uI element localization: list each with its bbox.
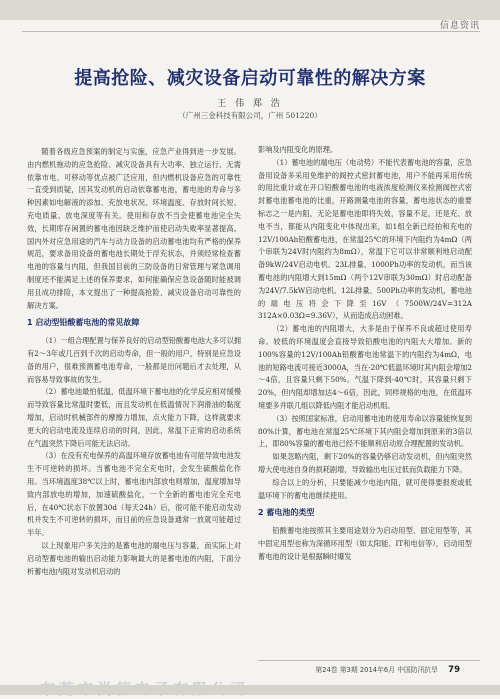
header-band [0, 0, 500, 20]
body-paragraph: （2）蓄电池最怕低温，低温环境下蓄电池的化学反应相对缓慢而导致容量比常温时要低，而且发动机在低温情况下润滑油的黏度增加，启动时机械部件的摩擦力增加，点火能力下降，这样就要求更大的启动电流及连续启动的时间，因此，常温下正常的启动系统在气温突然下降后可能无法启动。 [27, 387, 241, 448]
body-paragraph: （3）按照国家标准，启动用蓄电池的使用寿命以容量能恢复到80%计算，蓄电池在常温25℃环境下其内阻会增加到原来的3倍以上，即80%容量的蓄电池已经不能顺利启动原合理配置的发动机。 [258, 413, 472, 449]
intro-paragraph: 随着各级应急预案的制定与实施，应急产业得到进一步发展。由内燃机拖动的应急抢险、减灾设备具有大功率、独立运行、无需依靠市电、可移动等优点被广泛应用，但内燃机设备应急的可靠性一直受到质疑，因其发动机的启动依靠蓄电池，蓄电池的寿命与多种因素如电解液的添加、充放电状况、环境温度、存放时间长短、充电质量、放电深度等有关。使用和存放不当会使蓄电池完全失效，长期库存闲置的蓄电池因缺乏维护而使启动失败率显著提高。国内外对应急用途的汽车与动力设备的启动蓄电池均有严格的保养规范，要求备用设备的蓄电池长期处于浮充状态，并须经常检查蓄电池的容量与内阻，但我国目前的三防设备的日常管理与紧急调用制度还不能满足上述的保养要求，如何能确保应急设备随时能被调用且成功排险，本文提出了一种提高抢险、减灾设备启动可靠性的解决方案。 [27, 147, 241, 310]
right-column [258, 144, 472, 564]
footer-divider [258, 660, 480, 661]
footer-band [0, 685, 500, 695]
header-divider [22, 31, 480, 32]
section-heading-2: 2 蓄电池的类型 [258, 508, 315, 518]
body-paragraph: （2）蓄电池的内阻增大，大多是由于保养不良或超过使用寿命。较低的环境温度会直接导致铅酸电池的内阻大大增加。新的100%容量的12V/100Ah铅酸蓄电池常温下的内阻约为4mΩ，电池的短路电流可接近3000A，当在-20℃低温环境时其内阻会增加2～4倍，且容量只剩下50%。气温下降到-40℃时，其容量只剩下20%，但内阻却增加达4～6倍，因此，同样规格的电池，在低温环境要多并联几组以降低内阻才能启动机组。 [258, 324, 472, 410]
page-footer [315, 664, 460, 675]
section-heading-1: 1 启动型铅酸蓄电池的常见故障 [27, 318, 140, 328]
left-column [27, 146, 241, 578]
continued-text: 影响及内阻变化的原理。 [258, 145, 338, 154]
issue-info: 第24卷 第3期 2014年6月 中国防汛抗旱 [315, 666, 438, 674]
section-label: 信息资讯 [439, 21, 480, 31]
body-paragraph: 综合以上的分析，只要能减少电池内阻，就可使得要报废或低温环境下的蓄电池继续使用。 [258, 477, 472, 500]
body-paragraph: （3）在没有充电保养的高温环境存放蓄电池有可能导致电池发生不可逆转的损坏。当蓄电池不完全充电时，会发生硫酸盐化作用。当环境温度38℃以上时，蓄电池内部放电则增加，温度增加导致内部放电的增加，加速硫酸盐化，一个全新的蓄电池完全充电后，在40℃状态下放置30d（每天24h）后，很可能不能启动发动机并发生不可逆转的损坏，而目前的应急设备通常一放就可能超过半年。 [27, 451, 241, 538]
body-paragraph: 以上现象用户多关注的是蓄电池的端电压与容量，而实际上对启动型蓄电池的输出启动能力影响最大的是蓄电池的内阻，下面分析蓄电池内阻对发动机启动的 [27, 540, 241, 576]
body-paragraph: 如果忽略内阻，剩下20%的容量仍够启动发动机，但内阻突然增大使电池自身的损耗剧增，导致输出电压过低而负载能力下降。 [258, 452, 472, 474]
body-paragraph: 铅酸蓄电池按照其主要用途划分为启动用型、固定用型等，其中固定用型也称为深循环用型（如太阳能、IT和电信等），启动用型蓄电池的设计是根据瞬时爆发 [258, 526, 472, 561]
page-number: 79 [448, 665, 460, 675]
article-affiliation: （广州三金科技有限公司，广州 501220） [178, 111, 322, 120]
article-title: 提高抢险、减灾设备启动可靠性的解决方案 [74, 68, 426, 89]
body-paragraph: （1）一组合理配置与保养良好的启动型铅酸蓄电池大多可以拥有2～3年或几百到千次的启动寿命，但一般的用户，特别是应急设备的用户，很难预测蓄电池寿命，一般都是出问题后才去处理，从而容易导致事故的发生。 [27, 336, 241, 384]
article-authors: 王 伟 郑 浩 [217, 99, 283, 109]
body-paragraph: （1）蓄电池的端电压（电动势）不能代表蓄电池的容量，应急备用设备多采用免维护的阀控式密封蓄电池，用户不能再采用传统的用比重计或在开口铅酸蓄电池的电液浓度检测仪来检测阀控式密封蓄电池蓄电池的比重，开路测量电池的容量，蓄电池状态的重要标志之一是内阻，无论是蓄电池即将失效，容量不足，还是充、放电不当，都能从内阻变化中体现出来，如1组全新已经拍和充电的12V/100Ah铅酸蓄电池，在常温25℃的环境下内阻约为4mΩ（两个串联为24V时内阻约为8mΩ），常温下它可以非常顺利地启动配备9kW/24V启动电机、23L排量、1000Ph功率的发动机，而当该蓄电池的内阻增大到15mΩ（两个12V串联为30mΩ）时启动配备为24V/7.5kW启动电机、12L排量、500Ph功率的发动机，蓄电池的端电压将会下降至16V（7500W/24V=312A 312A×0.03Ω=9.36V），从而造成启动困难。 [258, 157, 472, 321]
